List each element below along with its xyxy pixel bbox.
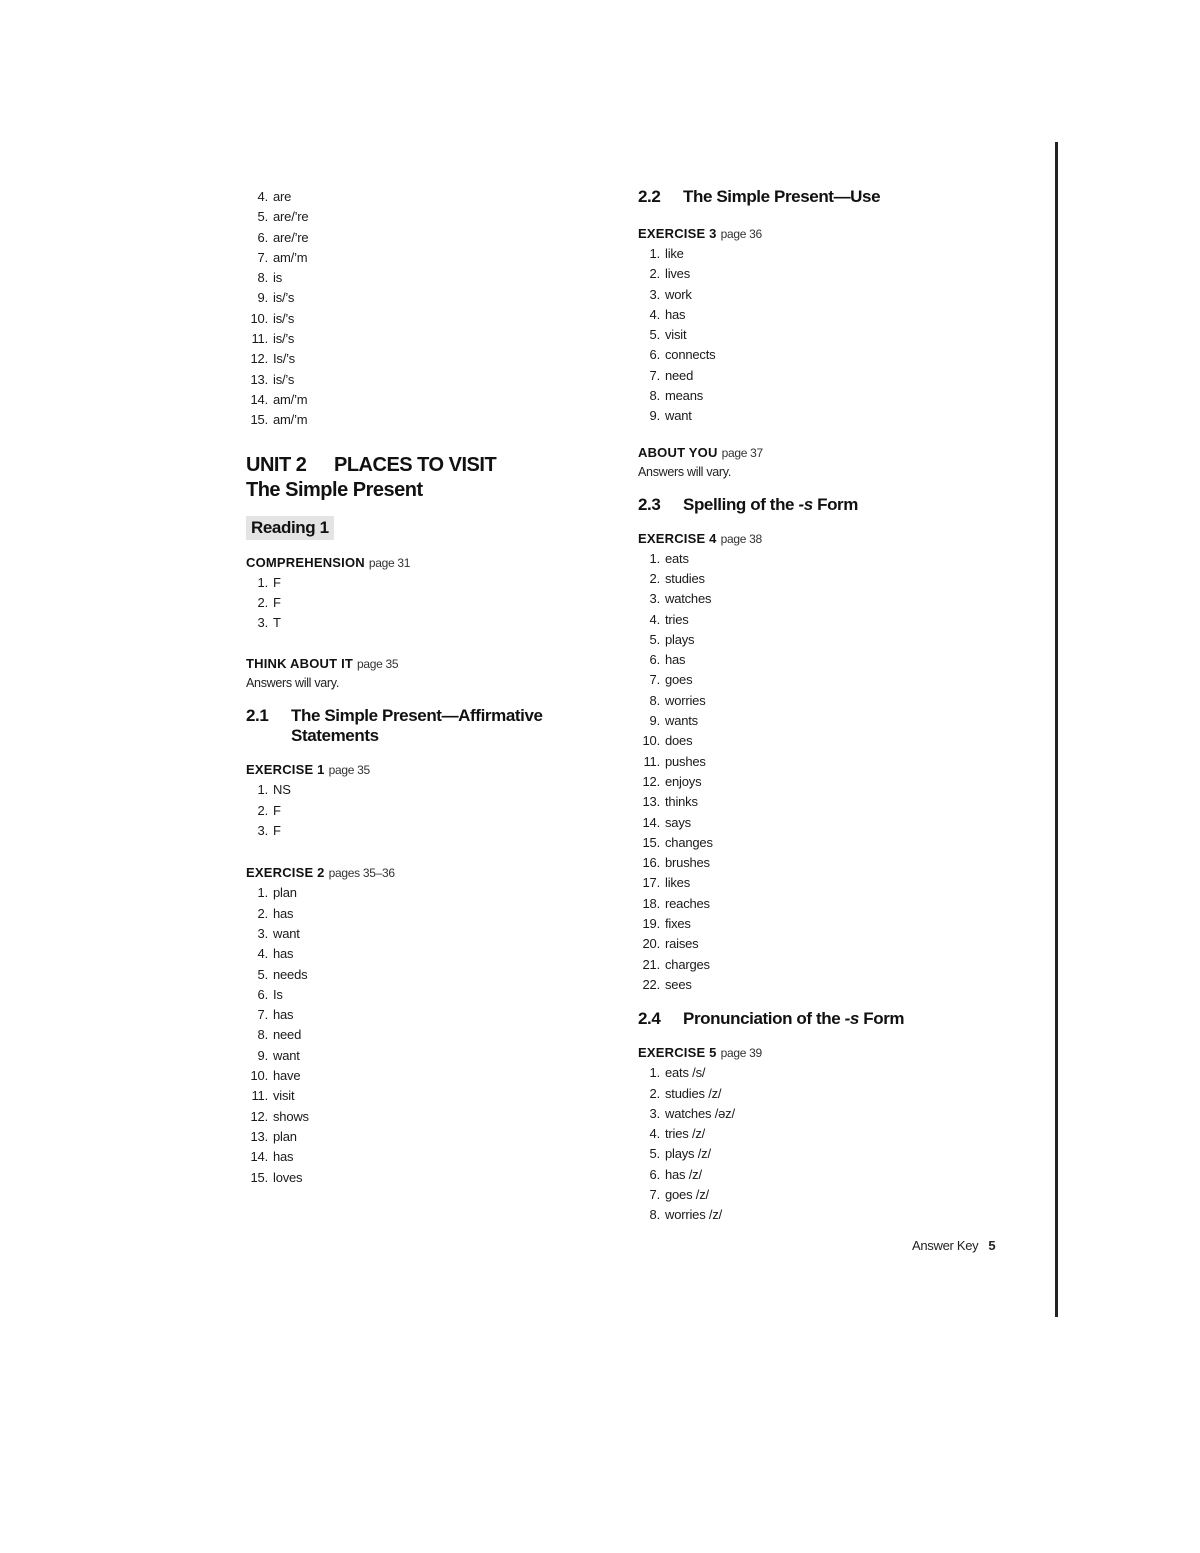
answer-number: 1. [257,782,268,798]
answer-text: is/’s [273,290,295,306]
answer-item [246,187,586,207]
answer-number: 6. [649,1166,660,1182]
answer-number: 10. [642,733,660,749]
comprehension-heading [246,553,586,573]
exercise-3-page: page 36 [720,227,762,241]
answer-number: 16. [642,855,660,871]
section-2-4-number: 2.4 [638,1009,661,1029]
about-you-label: ABOUT YOU [638,444,718,460]
exercise-2-page: pages 35–36 [328,866,395,881]
about-you-page: page 37 [721,445,763,460]
answer-number: 13. [250,1128,268,1144]
answer-number: 9. [257,290,268,306]
answer-number: 22. [642,976,660,992]
answer-number: 11. [643,753,660,769]
answer-text: does [665,733,693,749]
answer-item [246,780,586,800]
answer-item [638,955,1018,975]
answer-number: 3. [257,823,268,839]
reading-badge: Reading 1 [246,516,334,540]
answer-text: studies /z/ [665,1085,722,1101]
answer-item [638,752,1018,772]
answer-item [638,731,1018,751]
answer-text: connects [665,347,716,363]
answer-item [246,944,586,964]
answer-text: Is [273,986,283,1002]
answer-number: 12. [250,351,268,367]
answer-item [246,573,586,593]
answer-number: 20. [642,936,660,952]
page-number: 5 [988,1238,996,1253]
answer-text: like [665,246,684,261]
answer-text: want [273,925,300,941]
section-2-4-heading [638,1009,1018,1029]
answer-number: 1. [649,1065,660,1081]
exercise-1-answers [246,780,586,841]
answer-item [638,386,1018,406]
answer-number: 14. [250,1149,268,1165]
answer-text: goes /z/ [665,1186,709,1202]
answer-text: T [273,615,281,631]
section-2-3-title [683,495,1018,515]
answer-number: 12. [250,1108,268,1124]
answer-text: changes [665,834,713,850]
exercise-5-answers [638,1063,1018,1225]
answer-number: 7. [257,1007,268,1023]
answer-text: says [665,814,691,830]
answer-number: 6. [257,229,268,245]
answer-item [638,244,1018,264]
answer-number: 2. [649,266,660,282]
answer-item [246,349,586,369]
answer-item [638,833,1018,853]
section-2-1-title: The Simple Present—Affirmative Statements [291,706,543,746]
section-2-3-heading [638,495,1018,515]
about-you-text: Answers will vary. [638,464,731,479]
answer-item [638,1205,1018,1225]
answer-item [246,370,586,390]
answer-text: tries [665,611,689,627]
answer-item [638,610,1018,630]
unit-name: PLACES TO VISIT [334,453,497,476]
unit-title [246,453,586,478]
answer-text: goes [665,672,693,688]
answer-item [638,305,1018,325]
answer-text: am/’m [273,412,308,428]
answer-text: plan [273,885,297,901]
answer-number: 8. [649,1207,660,1223]
answer-item [638,325,1018,345]
answer-number: 4. [649,611,660,627]
answer-text: am/’m [273,249,308,265]
answer-number: 1. [649,550,660,566]
exercise-2-label: EXERCISE 2 [246,865,325,881]
answer-number: 2. [257,594,268,610]
answer-text: is/’s [273,331,295,347]
answer-item [246,593,586,613]
answer-item [246,309,586,329]
section-2-4-title-end: Form [858,1009,905,1029]
answer-text: loves [273,1169,303,1185]
answer-number: 5. [649,631,660,647]
answer-text: is [273,270,282,286]
answer-number: 19. [642,916,660,932]
answer-item [638,630,1018,650]
exercise-5-label: EXERCISE 5 [638,1045,717,1061]
answer-item [246,985,586,1005]
answer-item [638,264,1018,284]
answer-text: lives [665,266,691,282]
answer-number: 5. [649,1146,660,1162]
section-2-2-title: The Simple Present—Use [683,187,881,206]
answer-text: worries [665,692,706,708]
answer-text: reaches [665,895,710,911]
answer-item [246,329,586,349]
answer-list-continued [246,187,586,431]
section-2-3-title-start: Spelling of the [683,494,799,514]
answer-text: is/’s [273,371,295,387]
exercise-4-answers [638,549,1018,996]
section-2-4-title-start: Pronunciation of the [683,1009,845,1029]
answer-text: enjoys [665,773,702,789]
section-2-2-heading [638,187,1018,207]
answer-number: 7. [649,1186,660,1202]
answer-number: 4. [257,189,268,204]
exercise-4-heading [638,529,1018,549]
answer-text: means [665,388,704,404]
answer-number: 8. [257,1027,268,1043]
answer-text: has [273,1007,294,1023]
answer-text: watches /əz/ [665,1105,735,1121]
answer-item [638,670,1018,690]
answer-number: 5. [257,209,268,225]
answer-text: shows [273,1108,309,1124]
answer-number: 15. [642,834,660,850]
section-2-1-number: 2.1 [246,706,269,726]
answer-number: 17. [642,875,660,891]
answer-item [638,691,1018,711]
comprehension-page: page 31 [368,555,411,570]
answer-text: are [273,189,292,204]
comprehension-answers [246,573,586,634]
section-2-3-number: 2.3 [638,494,661,514]
answer-text: am/’m [273,391,308,407]
answer-number: 4. [257,946,268,962]
answer-number: 12. [642,773,660,789]
answer-item [638,1185,1018,1205]
answer-number: 6. [257,986,268,1002]
section-2-3-title-suffix: -s [798,494,813,514]
answer-text: has [665,652,686,668]
exercise-2-heading [246,863,586,883]
answer-item [638,569,1018,589]
answer-text: work [665,286,692,302]
section-2-2-number: 2.2 [638,187,661,206]
answer-number: 13. [642,794,660,810]
answer-text: has [273,1149,294,1165]
answer-number: 7. [649,672,660,688]
exercise-4-label: EXERCISE 4 [638,530,717,546]
answer-number: 3. [649,591,660,607]
answer-number: 3. [257,925,268,941]
answer-item [246,1046,586,1066]
answer-number: 14. [642,814,660,830]
answer-item [246,1066,586,1086]
answer-text: F [273,823,281,839]
answer-number: 9. [649,713,660,729]
answer-item [638,285,1018,305]
answer-text: has [273,905,294,921]
answer-text: are/’re [273,209,309,225]
exercise-3-answers [638,244,1018,427]
answer-text: plays [665,631,695,647]
answer-number: 5. [257,966,268,982]
exercise-2-answers [246,883,586,1187]
answer-number: 3. [257,615,268,631]
answer-text: need [665,367,694,383]
answer-number: 8. [649,388,660,404]
page-footer [912,1237,995,1255]
exercise-1-label: EXERCISE 1 [246,762,325,778]
answer-number: 2. [649,570,660,586]
answer-text: sees [665,976,692,992]
answer-item [246,1005,586,1025]
answer-item [246,248,586,268]
think-about-it-label: THINK ABOUT IT [246,656,354,672]
answer-number: 7. [649,367,660,383]
section-2-4-title [683,1009,1018,1029]
answer-item [638,914,1018,934]
section-2-4-title-suffix: -s [844,1009,859,1029]
about-you-heading [638,443,1018,463]
exercise-3-heading [638,224,1018,244]
answer-item [638,1104,1018,1124]
left-column [246,187,586,1188]
answer-number: 4. [649,1126,660,1142]
answer-number: 2. [649,1085,660,1101]
section-2-3-title-end: Form [812,494,858,514]
answer-item [638,975,1018,995]
think-about-it-page: page 35 [357,657,399,672]
answer-number: 2. [257,802,268,818]
right-column [638,187,1018,1226]
answer-item [246,1147,586,1167]
answer-text: likes [665,875,691,891]
answer-number: 6. [649,347,660,363]
answer-text: are/’re [273,229,309,245]
answer-text: F [273,802,281,818]
answer-text: F [273,574,281,590]
answer-item [246,268,586,288]
answer-text: has [273,946,294,962]
answer-text: eats /s/ [665,1065,706,1081]
answer-text: charges [665,956,710,972]
answer-text: has [665,306,686,322]
answer-item [638,650,1018,670]
answer-text: tries /z/ [665,1126,706,1142]
answer-text: fixes [665,916,691,932]
exercise-4-page: page 38 [720,531,762,546]
exercise-3-label: EXERCISE 3 [638,226,717,241]
section-2-1-heading [246,706,586,746]
answer-number: 18. [642,895,660,911]
answer-text: worries /z/ [665,1207,723,1223]
answer-number: 2. [257,905,268,921]
answer-item [638,589,1018,609]
exercise-1-page: page 35 [328,763,370,778]
answer-text: want [273,1047,300,1063]
answer-item [638,772,1018,792]
answer-number: 13. [250,371,268,387]
answer-item [246,821,586,841]
comprehension-label: COMPREHENSION [246,554,365,570]
answer-text: F [273,594,281,610]
answer-number: 7. [257,249,268,265]
answer-text: studies [665,570,705,586]
answer-number: 1. [649,246,660,261]
answer-number: 4. [649,306,660,322]
answer-text: plays /z/ [665,1146,711,1162]
answer-item [638,1063,1018,1083]
answer-item [246,613,586,633]
answer-number: 9. [257,1047,268,1063]
answer-item [638,549,1018,569]
answer-text: visit [273,1088,295,1104]
answer-item [246,924,586,944]
answer-text: watches [665,591,712,607]
unit-number: UNIT 2 [246,453,307,476]
answer-number: 10. [250,1068,268,1084]
answer-number: 1. [257,885,268,901]
answer-item [246,228,586,248]
answer-item [246,1127,586,1147]
answer-item [246,883,586,903]
answer-item [638,853,1018,873]
answer-text: pushes [665,753,706,769]
answer-item [246,801,586,821]
answer-item [638,366,1018,386]
answer-number: 5. [649,327,660,343]
answer-number: 11. [251,331,268,347]
answer-item [246,288,586,308]
answer-item [246,1168,586,1188]
unit-subtitle: The Simple Present [246,478,423,501]
answer-number: 15. [250,412,268,428]
answer-number: 10. [250,310,268,326]
page-edge-rule [1055,142,1058,1317]
answer-item [246,410,586,430]
answer-text: eats [665,550,689,566]
answer-item [246,904,586,924]
answer-item [638,1144,1018,1164]
answer-text: raises [665,936,699,952]
answer-text: brushes [665,855,710,871]
answer-item [246,390,586,410]
answer-text: thinks [665,794,698,810]
answer-text: has /z/ [665,1166,702,1182]
think-about-it-text: Answers will vary. [246,676,339,691]
answer-item [638,894,1018,914]
answer-item [246,965,586,985]
answer-number: 8. [649,692,660,708]
answer-number: 1. [257,574,268,590]
answer-number: 11. [251,1088,268,1104]
answer-text: visit [665,327,687,343]
answer-number: 14. [250,391,268,407]
answer-text: needs [273,966,308,982]
answer-item [638,345,1018,365]
answer-text: Is/’s [273,351,295,367]
exercise-5-heading [638,1043,1018,1063]
answer-item [246,207,586,227]
footer-label: Answer Key [912,1238,979,1253]
answer-number: 6. [649,652,660,668]
exercise-5-page: page 39 [720,1046,762,1061]
answer-item [638,1084,1018,1104]
answer-item [638,792,1018,812]
answer-text: NS [273,782,291,798]
answer-item [638,934,1018,954]
answer-text: is/’s [273,310,295,326]
answer-number: 8. [257,270,268,286]
answer-number: 3. [649,1105,660,1121]
think-about-it-heading [246,654,586,674]
answer-number: 21. [642,956,660,972]
answer-item [246,1086,586,1106]
answer-text: want [665,408,692,424]
exercise-1-heading [246,760,586,780]
answer-item [638,1165,1018,1185]
answer-text: need [273,1027,302,1043]
answer-number: 3. [649,286,660,302]
answer-item [638,1124,1018,1144]
answer-text: plan [273,1128,297,1144]
answer-text: wants [665,713,698,729]
answer-item [638,711,1018,731]
answer-item [638,813,1018,833]
answer-item [638,873,1018,893]
answer-text: have [273,1068,301,1084]
answer-item [246,1107,586,1127]
answer-item [638,406,1018,426]
answer-item [246,1025,586,1045]
answer-number: 15. [250,1169,268,1185]
answer-number: 9. [649,408,660,424]
